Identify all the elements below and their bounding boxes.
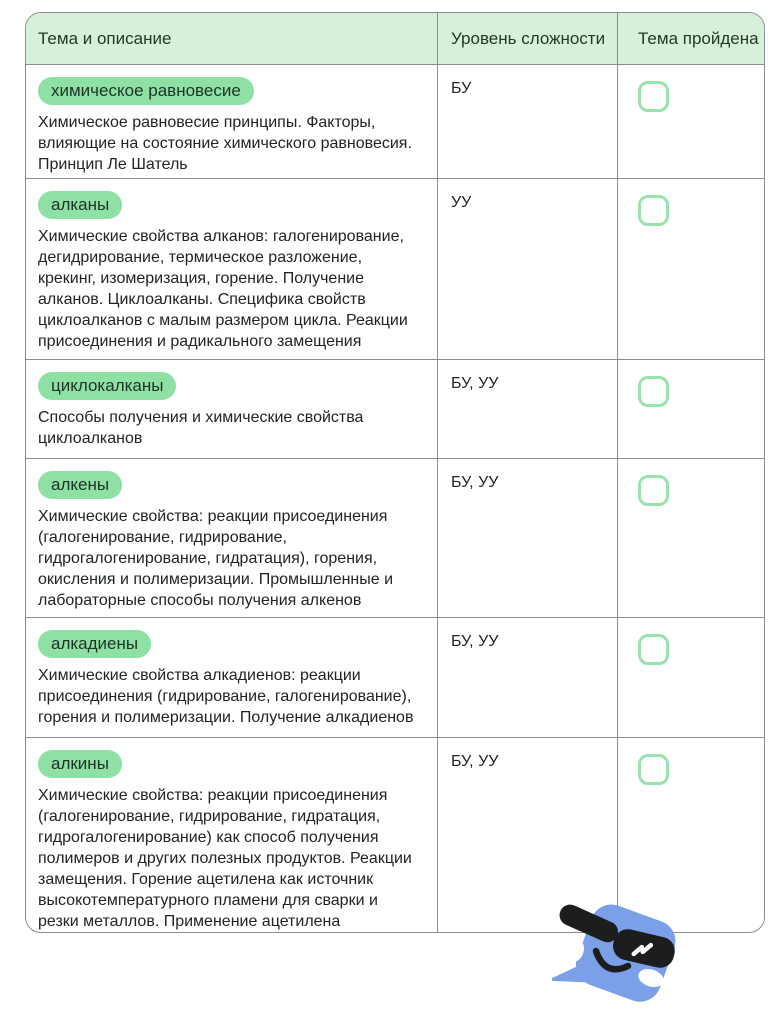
topic-completed-checkbox[interactable] (638, 81, 669, 112)
level-cell (438, 459, 618, 617)
topic-completed-checkbox[interactable] (638, 376, 669, 407)
topic-description: Химические свойства: реакции присоединения (галогенирование, гидрирование, гидрогалогенирование, гидратация), горения, окисления и полимеризации. Промышленные и лабораторные способы получения алкенов (38, 508, 394, 609)
difficulty-level: БУ, УУ (451, 633, 499, 650)
completed-cell (618, 179, 764, 359)
topic-badge: химическое равновесие (38, 77, 254, 105)
topics-table (25, 12, 765, 933)
completed-cell (618, 360, 764, 458)
topic-description: Химические свойства алканов: галогенирование, дегидрирование, термическое разложение, крекинг, изомеризация, горение. Получение алканов. Циклоалканы. Специфика свойств циклоалканов с малым размером цикла. Реакции присоединения и радикального замещения (38, 228, 408, 350)
completed-cell (618, 65, 764, 178)
topic-cell (26, 738, 438, 933)
header-topic-description: Тема и описание (26, 13, 438, 64)
topic-cell (26, 179, 438, 359)
topic-completed-checkbox[interactable] (638, 195, 669, 226)
topic-description: Способы получения и химические свойства циклоалканов (38, 409, 364, 447)
level-cell (438, 65, 618, 178)
topic-cell (26, 360, 438, 458)
topic-badge: циклокалканы (38, 372, 176, 400)
level-cell (438, 179, 618, 359)
topic-badge: алкены (38, 471, 122, 499)
completed-cell (618, 618, 764, 737)
topic-badge: алкадиены (38, 630, 151, 658)
mascot-sunglasses-icon (552, 888, 702, 1028)
difficulty-level: УУ (451, 194, 472, 211)
header-difficulty-level: Уровень сложности (438, 13, 618, 64)
difficulty-level: БУ, УУ (451, 375, 499, 392)
topic-description: Химическое равновесие принципы. Факторы, влияющие на состояние химического равновесия. Принцип Ле Шатель (38, 114, 412, 173)
topic-completed-checkbox[interactable] (638, 475, 669, 506)
topic-description: Химические свойства: реакции присоединения (галогенирование, гидрирование, гидратация, гидрогалогенирование) как способ получения полимеров и других полезных продуктов. Реакции замещения. Горение ацетилена как источник высокотемпературного пламени для сварки и резки металлов. Применение ацетилена (38, 787, 412, 930)
table-row (26, 618, 764, 738)
level-cell (438, 618, 618, 737)
topic-cell (26, 618, 438, 737)
topic-completed-checkbox[interactable] (638, 754, 669, 785)
topic-badge: алкины (38, 750, 122, 778)
difficulty-level: БУ, УУ (451, 474, 499, 491)
topic-cell (26, 65, 438, 178)
topic-badge: алканы (38, 191, 122, 219)
table-row (26, 179, 764, 360)
difficulty-level: БУ (451, 80, 472, 97)
topic-description: Химические свойства алкадиенов: реакции присоединения (гидрирование, галогенирование), горения и полимеризации. Получение алкадиенов (38, 667, 414, 726)
table-row (26, 459, 764, 618)
completed-cell (618, 459, 764, 617)
topic-cell (26, 459, 438, 617)
table-row (26, 360, 764, 459)
level-cell (438, 360, 618, 458)
header-topic-completed: Тема пройдена (638, 28, 759, 48)
difficulty-level: БУ, УУ (451, 753, 499, 770)
table-header-row (26, 13, 764, 65)
topic-completed-checkbox[interactable] (638, 634, 669, 665)
table-row (26, 65, 764, 179)
